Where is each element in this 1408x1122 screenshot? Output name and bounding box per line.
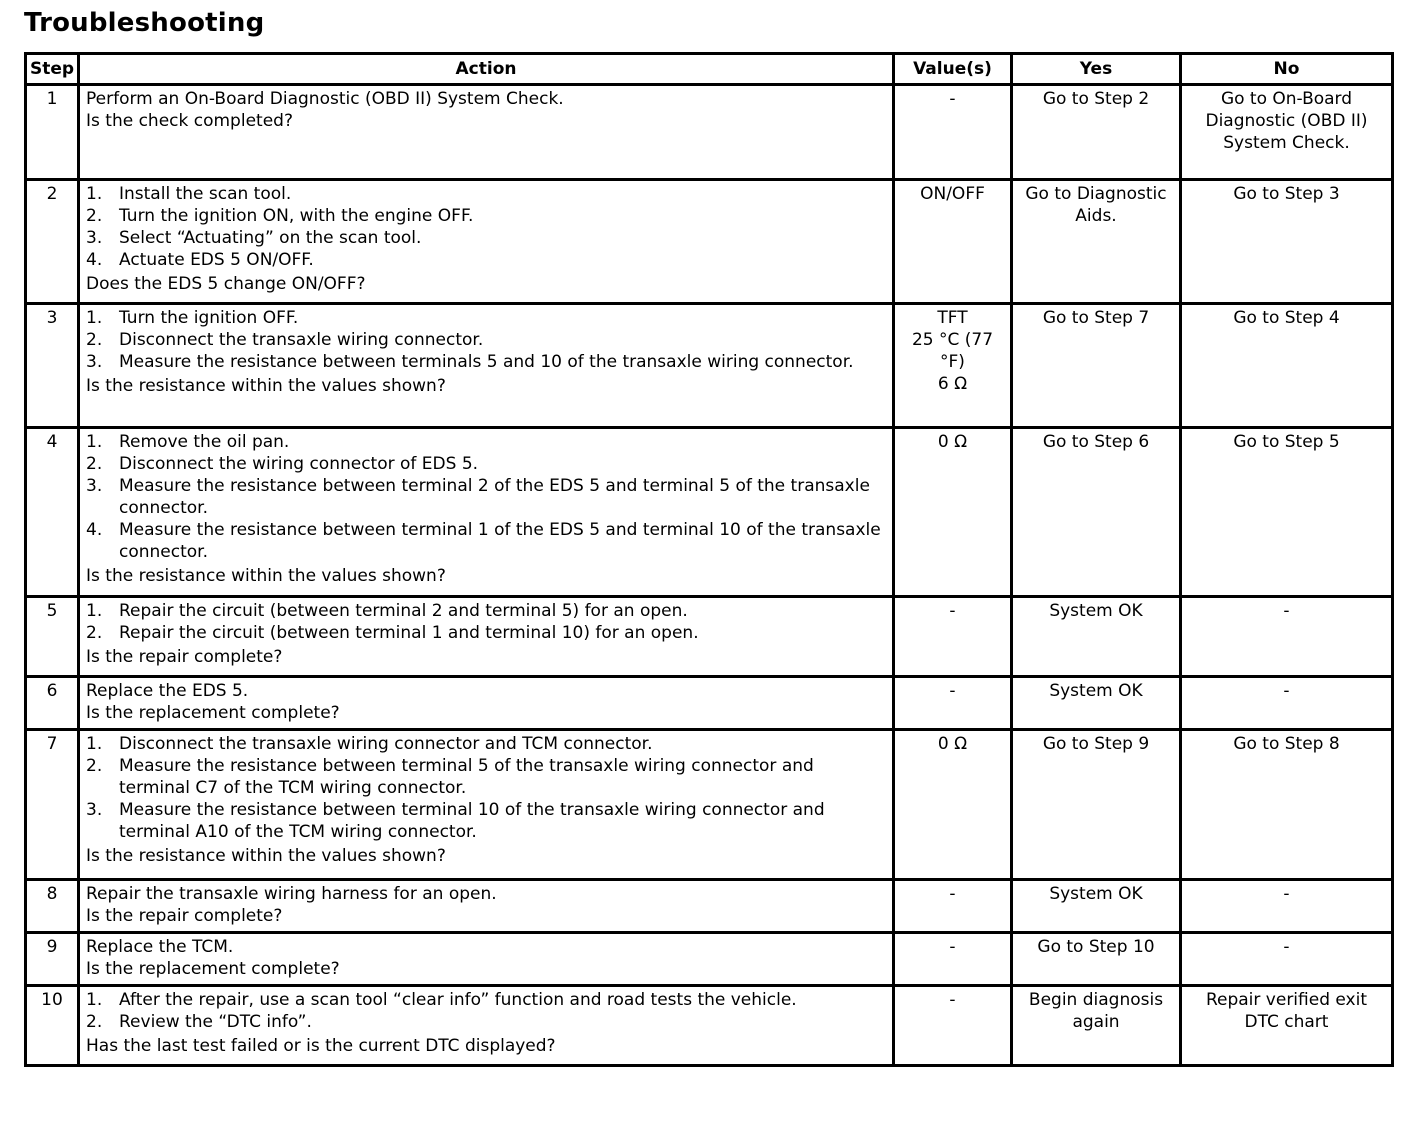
yes-cell: Begin diagnosis again bbox=[1012, 986, 1181, 1066]
no-cell: - bbox=[1181, 933, 1393, 986]
action-question: Does the EDS 5 change ON/OFF? bbox=[86, 274, 366, 294]
action-step bbox=[86, 351, 886, 373]
yes-cell: Go to Step 10 bbox=[1012, 933, 1181, 986]
step-number: 8 bbox=[26, 880, 79, 933]
action-step-text: Measure the resistance between terminals 5 and 10 of the transaxle wiring connector. bbox=[119, 352, 854, 372]
action-step bbox=[86, 249, 886, 271]
action-steps-list bbox=[86, 600, 886, 644]
step-number: 7 bbox=[26, 730, 79, 880]
action-step bbox=[86, 519, 886, 563]
action-step-number: 1. bbox=[86, 990, 103, 1010]
action-step-number: 3. bbox=[86, 352, 103, 372]
value-line: 25 °C (77 °F) bbox=[911, 330, 994, 372]
yes-cell: System OK bbox=[1012, 597, 1181, 677]
action-intro: Replace the EDS 5. bbox=[86, 681, 249, 701]
action-step bbox=[86, 755, 886, 799]
action-step-number: 2. bbox=[86, 623, 103, 643]
no-cell: - bbox=[1181, 677, 1393, 730]
action-step-number: 4. bbox=[86, 250, 103, 270]
action-step-number: 3. bbox=[86, 228, 103, 248]
table-row bbox=[26, 428, 1393, 597]
action-question: Is the repair complete? bbox=[86, 647, 283, 667]
action-cell bbox=[79, 85, 894, 180]
action-step-text: Measure the resistance between terminal 1 of the EDS 5 and terminal 10 of the transaxle connector. bbox=[119, 520, 881, 562]
action-question: Has the last test failed or is the current DTC displayed? bbox=[86, 1036, 556, 1056]
action-step-number: 2. bbox=[86, 1012, 103, 1032]
yes-cell: System OK bbox=[1012, 880, 1181, 933]
yes-cell: Go to Step 2 bbox=[1012, 85, 1181, 180]
action-question: Is the repair complete? bbox=[86, 906, 283, 926]
action-step-text: Turn the ignition OFF. bbox=[119, 308, 299, 328]
values-cell bbox=[894, 730, 1012, 880]
action-step-text: Measure the resistance between terminal 5 of the transaxle wiring connector and terminal C7 of the TCM wiring connector. bbox=[119, 756, 814, 798]
action-step-text: Disconnect the transaxle wiring connector. bbox=[119, 330, 484, 350]
action-step-text: Turn the ignition ON, with the engine OFF. bbox=[119, 206, 474, 226]
action-step-number: 3. bbox=[86, 476, 103, 496]
action-cell bbox=[79, 986, 894, 1066]
no-cell: Go to Step 8 bbox=[1181, 730, 1393, 880]
yes-cell: System OK bbox=[1012, 677, 1181, 730]
page-title: Troubleshooting bbox=[24, 8, 265, 38]
action-intro: Repair the transaxle wiring harness for an open. bbox=[86, 884, 497, 904]
values-cell bbox=[894, 304, 1012, 428]
action-step bbox=[86, 475, 886, 519]
action-step bbox=[86, 183, 886, 205]
action-question: Is the replacement complete? bbox=[86, 959, 340, 979]
action-cell bbox=[79, 730, 894, 880]
step-number: 5 bbox=[26, 597, 79, 677]
action-step bbox=[86, 307, 886, 329]
action-step-text: Measure the resistance between terminal 2 of the EDS 5 and terminal 5 of the transaxle connector. bbox=[119, 476, 870, 518]
action-step-number: 1. bbox=[86, 184, 103, 204]
action-step bbox=[86, 329, 886, 351]
table-row bbox=[26, 304, 1393, 428]
action-step-text: Measure the resistance between terminal 10 of the transaxle wiring connector and terminal A10 of the TCM wiring connector. bbox=[119, 800, 825, 842]
values-cell bbox=[894, 180, 1012, 304]
action-step bbox=[86, 453, 886, 475]
step-number: 10 bbox=[26, 986, 79, 1066]
action-step-text: Disconnect the wiring connector of EDS 5. bbox=[119, 454, 479, 474]
yes-cell: Go to Step 6 bbox=[1012, 428, 1181, 597]
values-cell bbox=[894, 933, 1012, 986]
action-question: Is the resistance within the values shown? bbox=[86, 846, 446, 866]
action-steps-list bbox=[86, 431, 886, 563]
action-question: Is the resistance within the values shown? bbox=[86, 566, 446, 586]
table-row bbox=[26, 730, 1393, 880]
action-step-number: 2. bbox=[86, 206, 103, 226]
action-question: Is the check completed? bbox=[86, 111, 293, 131]
action-step-number: 2. bbox=[86, 756, 103, 776]
header-no: No bbox=[1181, 54, 1393, 85]
action-intro: Perform an On-Board Diagnostic (OBD II) System Check. bbox=[86, 89, 564, 109]
action-step-text: Repair the circuit (between terminal 1 and terminal 10) for an open. bbox=[119, 623, 699, 643]
step-number: 9 bbox=[26, 933, 79, 986]
action-step-text: Review the “DTC info”. bbox=[119, 1012, 312, 1032]
value-line: TFT bbox=[937, 308, 968, 328]
no-cell: - bbox=[1181, 597, 1393, 677]
step-number: 6 bbox=[26, 677, 79, 730]
no-cell: Go to Step 5 bbox=[1181, 428, 1393, 597]
action-cell bbox=[79, 304, 894, 428]
table-row bbox=[26, 180, 1393, 304]
action-intro: Replace the TCM. bbox=[86, 937, 234, 957]
action-question: Is the replacement complete? bbox=[86, 703, 340, 723]
value-line: ON/OFF bbox=[920, 184, 985, 204]
value-line: - bbox=[949, 681, 956, 701]
values-cell bbox=[894, 677, 1012, 730]
action-steps-list bbox=[86, 307, 886, 373]
action-step bbox=[86, 989, 886, 1011]
action-steps-list bbox=[86, 183, 886, 271]
value-line: 0 Ω bbox=[937, 734, 968, 754]
action-step bbox=[86, 227, 886, 249]
value-line: - bbox=[949, 937, 956, 957]
no-cell: Go to Step 3 bbox=[1181, 180, 1393, 304]
action-step-number: 1. bbox=[86, 308, 103, 328]
values-cell bbox=[894, 597, 1012, 677]
values-cell bbox=[894, 880, 1012, 933]
action-step-number: 2. bbox=[86, 330, 103, 350]
value-line: - bbox=[949, 601, 956, 621]
table-row bbox=[26, 933, 1393, 986]
action-step-text: Actuate EDS 5 ON/OFF. bbox=[119, 250, 314, 270]
table-row bbox=[26, 85, 1393, 180]
no-cell: Go to On-Board Diagnostic (OBD II) System Check. bbox=[1181, 85, 1393, 180]
value-line: 0 Ω bbox=[937, 432, 968, 452]
step-number: 3 bbox=[26, 304, 79, 428]
step-number: 2 bbox=[26, 180, 79, 304]
action-step-text: Repair the circuit (between terminal 2 and terminal 5) for an open. bbox=[119, 601, 688, 621]
action-step bbox=[86, 600, 886, 622]
action-step bbox=[86, 622, 886, 644]
header-step: Step bbox=[26, 54, 79, 85]
troubleshooting-table bbox=[24, 52, 1394, 1067]
action-cell bbox=[79, 428, 894, 597]
action-step-number: 3. bbox=[86, 800, 103, 820]
header-yes: Yes bbox=[1012, 54, 1181, 85]
header-row bbox=[26, 54, 1393, 85]
step-number: 4 bbox=[26, 428, 79, 597]
header-action: Action bbox=[79, 54, 894, 85]
table-row bbox=[26, 880, 1393, 933]
values-cell bbox=[894, 986, 1012, 1066]
table-row bbox=[26, 597, 1393, 677]
action-step-number: 4. bbox=[86, 520, 103, 540]
action-cell bbox=[79, 933, 894, 986]
values-cell bbox=[894, 428, 1012, 597]
action-step-number: 1. bbox=[86, 432, 103, 452]
action-cell bbox=[79, 597, 894, 677]
header-values: Value(s) bbox=[894, 54, 1012, 85]
yes-cell: Go to Diagnostic Aids. bbox=[1012, 180, 1181, 304]
table-row bbox=[26, 677, 1393, 730]
value-line: - bbox=[949, 884, 956, 904]
value-line: 6 Ω bbox=[937, 374, 968, 394]
action-step-text: Disconnect the transaxle wiring connector and TCM connector. bbox=[119, 734, 653, 754]
values-cell bbox=[894, 85, 1012, 180]
action-steps-list bbox=[86, 733, 886, 843]
value-line: - bbox=[949, 89, 956, 109]
action-cell bbox=[79, 880, 894, 933]
action-step-number: 2. bbox=[86, 454, 103, 474]
action-step-text: Install the scan tool. bbox=[119, 184, 292, 204]
action-question: Is the resistance within the values shown? bbox=[86, 376, 446, 396]
action-cell bbox=[79, 677, 894, 730]
action-steps-list bbox=[86, 989, 886, 1033]
no-cell: Repair verified exit DTC chart bbox=[1181, 986, 1393, 1066]
step-number: 1 bbox=[26, 85, 79, 180]
action-step-number: 1. bbox=[86, 601, 103, 621]
value-line: - bbox=[949, 990, 956, 1010]
action-step bbox=[86, 431, 886, 453]
action-step-text: Remove the oil pan. bbox=[119, 432, 290, 452]
action-step bbox=[86, 733, 886, 755]
action-step-text: After the repair, use a scan tool “clear info” function and road tests the vehicle. bbox=[119, 990, 797, 1010]
no-cell: - bbox=[1181, 880, 1393, 933]
action-step bbox=[86, 1011, 886, 1033]
action-cell bbox=[79, 180, 894, 304]
yes-cell: Go to Step 9 bbox=[1012, 730, 1181, 880]
yes-cell: Go to Step 7 bbox=[1012, 304, 1181, 428]
action-step-text: Select “Actuating” on the scan tool. bbox=[119, 228, 422, 248]
no-cell: Go to Step 4 bbox=[1181, 304, 1393, 428]
action-step bbox=[86, 799, 886, 843]
action-step bbox=[86, 205, 886, 227]
action-step-number: 1. bbox=[86, 734, 103, 754]
table-row bbox=[26, 986, 1393, 1066]
